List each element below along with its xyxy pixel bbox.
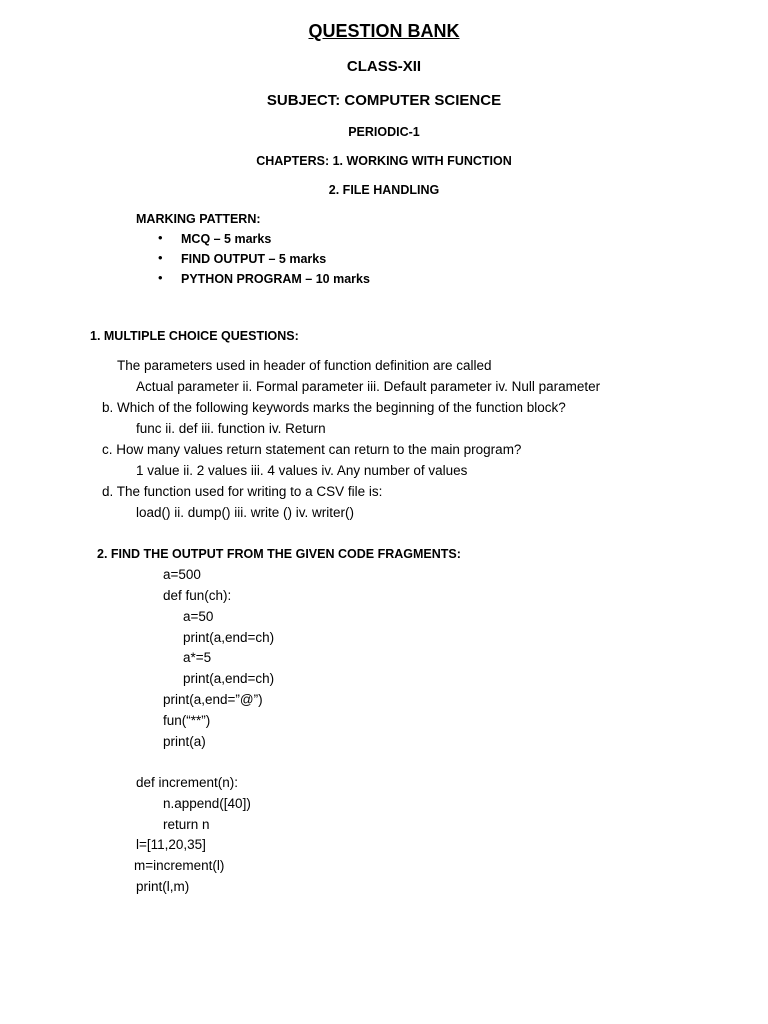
code-line: a=500 — [163, 567, 201, 582]
marking-item: PYTHON PROGRAM – 10 marks — [181, 272, 370, 286]
bullet-icon: • — [158, 230, 163, 245]
marking-item: FIND OUTPUT – 5 marks — [181, 252, 327, 266]
periodic-heading: PERIODIC-1 — [348, 125, 420, 139]
mcq-options: Actual parameter ii. Formal parameter iii. Default parameter iv. Null parameter — [136, 379, 601, 394]
output-heading: 2. FIND THE OUTPUT FROM THE GIVEN CODE FRAGMENTS: — [97, 547, 461, 561]
code-line: print(a) — [163, 734, 206, 749]
mcq-question: b. Which of the following keywords marks the beginning of the function block? — [102, 400, 566, 415]
code-line: print(a,end=”@”) — [163, 692, 263, 707]
mcq-question: d. The function used for writing to a CSV file is: — [102, 484, 383, 499]
class-heading: CLASS-XII — [346, 58, 422, 75]
marking-pattern-heading: MARKING PATTERN: — [136, 212, 261, 226]
mcq-options: 1 value ii. 2 values iii. 4 values iv. Any number of values — [136, 463, 468, 478]
marking-item: MCQ – 5 marks — [181, 232, 272, 246]
mcq-heading: 1. MULTIPLE CHOICE QUESTIONS: — [90, 329, 299, 343]
page-title: QUESTION BANK — [308, 21, 460, 41]
chapters-heading-2: 2. FILE HANDLING — [328, 183, 440, 197]
code-line: print(a,end=ch) — [183, 630, 275, 645]
subject-heading: SUBJECT: COMPUTER SCIENCE — [266, 92, 502, 109]
code-line: a=50 — [183, 609, 214, 624]
code-line: def fun(ch): — [163, 588, 232, 603]
mcq-options: load() ii. dump() iii. write () iv. writer() — [136, 505, 355, 520]
code-line: m=increment(l) — [134, 858, 225, 873]
code-line: n.append([40]) — [163, 796, 251, 811]
code-line: a*=5 — [183, 650, 212, 665]
mcq-question: c. How many values return statement can return to the main program? — [102, 442, 522, 457]
mcq-options: func ii. def iii. function iv. Return — [136, 421, 326, 436]
bullet-icon: • — [158, 250, 163, 265]
code-line: return n — [163, 817, 210, 832]
bullet-icon: • — [158, 270, 163, 285]
code-line: print(a,end=ch) — [183, 671, 275, 686]
chapters-heading: CHAPTERS: 1. WORKING WITH FUNCTION — [256, 154, 512, 168]
code-line: fun(“**”) — [163, 713, 211, 728]
code-line: l=[11,20,35] — [136, 837, 206, 852]
code-line: def increment(n): — [136, 775, 239, 790]
code-line: print(l,m) — [136, 879, 190, 894]
mcq-question: The parameters used in header of function definition are called — [117, 358, 492, 373]
